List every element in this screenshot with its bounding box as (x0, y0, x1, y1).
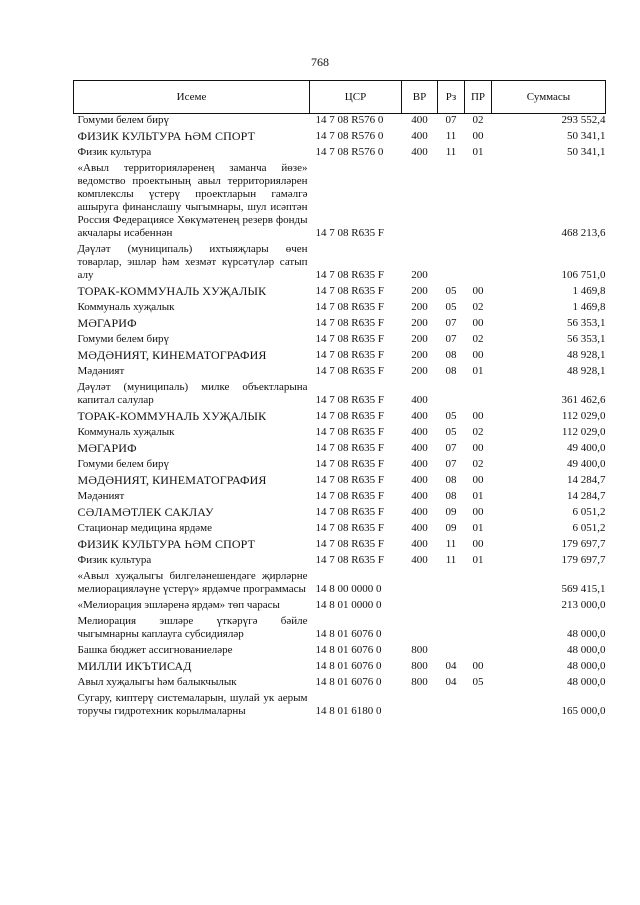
cell-vr: 400 (411, 522, 428, 534)
cell-csr: 14 7 08 R635 F (315, 301, 384, 313)
cell-name: «Мелиорация эшләренә ярдәм» төп чарасы (77, 599, 280, 611)
cell-csr: 14 7 08 R635 F (315, 458, 384, 470)
table-row (74, 441, 606, 457)
cell-sum: 49 400,0 (567, 458, 606, 470)
cell-csr: 14 7 08 R635 F (315, 365, 384, 377)
cell-pr: 00 (472, 506, 484, 518)
cell-vr: 200 (411, 285, 428, 297)
cell-rz (438, 569, 465, 598)
cell-name: Коммуналь хуҗалык (77, 426, 175, 438)
cell-sum: 14 284,7 (567, 490, 606, 502)
table-row (74, 332, 606, 348)
cell-csr: 14 7 08 R635 F (315, 227, 384, 239)
cell-name: Дәүләт (муниципаль) ихтыяҗлары өчен товарлар, эшләр һәм хезмәт күрсәтүләр сатып алу (77, 243, 308, 281)
table-row (74, 114, 606, 130)
table-row (74, 659, 606, 675)
cell-name: МӘГАРИФ (77, 441, 137, 455)
cell-sum: 468 213,6 (561, 227, 606, 239)
cell-rz: 11 (445, 146, 457, 158)
cell-name: Авыл хуҗалыгы һәм балыкчылык (77, 676, 237, 688)
cell-name: ТОРАК-КОММУНАЛЬ ХУҖАЛЫК (77, 409, 267, 423)
cell-pr (465, 643, 492, 659)
cell-sum: 6 051,2 (572, 506, 606, 518)
cell-name: Гомуми белем бирү (77, 333, 169, 345)
cell-csr: 14 7 08 R576 0 (315, 114, 384, 126)
cell-vr: 400 (411, 130, 428, 142)
cell-sum: 48 928,1 (567, 349, 606, 361)
cell-sum: 361 462,6 (561, 394, 606, 406)
cell-pr: 01 (472, 554, 484, 566)
cell-vr: 200 (411, 317, 428, 329)
cell-vr: 200 (411, 269, 428, 281)
cell-rz (438, 380, 465, 409)
table-row (74, 521, 606, 537)
table-row (74, 409, 606, 425)
cell-vr (402, 691, 438, 720)
table-row (74, 489, 606, 505)
cell-name: Дәүләт (муниципаль) милке объектларына капитал салулар (77, 381, 308, 406)
table-row (74, 129, 606, 145)
cell-rz (438, 643, 465, 659)
cell-name: Сугару, киптерү системаларын, шулай ук аерым торучы гидротехник корылмаларны (77, 692, 308, 717)
cell-vr: 400 (411, 506, 428, 518)
cell-rz (438, 598, 465, 614)
header-sum: Суммасы (492, 81, 606, 114)
cell-vr: 400 (411, 426, 428, 438)
cell-rz: 05 (445, 285, 457, 297)
cell-csr: 14 8 01 6076 0 (315, 676, 382, 688)
cell-pr: 00 (472, 442, 484, 454)
cell-pr: 02 (472, 301, 484, 313)
cell-pr (465, 380, 492, 409)
cell-pr: 05 (472, 676, 484, 688)
cell-name: Физик культура (77, 554, 152, 566)
table-row (74, 284, 606, 300)
header-csr: ЦСР (310, 81, 402, 114)
cell-name: МӘГАРИФ (77, 316, 137, 330)
cell-name: Коммуналь хуҗалык (77, 301, 175, 313)
cell-pr: 02 (472, 458, 484, 470)
cell-rz: 09 (445, 522, 457, 534)
cell-rz: 08 (445, 349, 457, 361)
page-number: 768 (311, 55, 329, 69)
cell-pr: 02 (472, 333, 484, 345)
table-row (74, 348, 606, 364)
table-row (74, 457, 606, 473)
cell-sum: 213 000,0 (561, 599, 606, 611)
cell-csr: 14 7 08 R635 F (315, 317, 384, 329)
cell-sum: 14 284,7 (567, 474, 606, 486)
cell-rz: 11 (445, 554, 457, 566)
table-row (74, 643, 606, 659)
cell-vr (402, 569, 438, 598)
cell-csr: 14 7 08 R635 F (315, 522, 384, 534)
header-vr: ВР (402, 81, 438, 114)
cell-csr: 14 7 08 R635 F (315, 490, 384, 502)
cell-name: ТОРАК-КОММУНАЛЬ ХУҖАЛЫК (77, 284, 267, 298)
cell-sum: 293 552,4 (561, 114, 606, 126)
cell-name: Физик культура (77, 146, 152, 158)
table-row (74, 537, 606, 553)
cell-sum: 6 051,2 (572, 522, 606, 534)
cell-sum: 1 469,8 (572, 301, 606, 313)
cell-sum: 50 341,1 (567, 146, 606, 158)
cell-pr: 02 (472, 426, 484, 438)
cell-sum: 48 928,1 (567, 365, 606, 377)
cell-pr (465, 242, 492, 284)
cell-sum: 50 341,1 (567, 130, 606, 142)
cell-vr: 400 (411, 458, 428, 470)
cell-csr: 14 7 08 R576 0 (315, 130, 384, 142)
cell-csr: 14 7 08 R635 F (315, 394, 384, 406)
cell-vr: 400 (411, 114, 428, 126)
cell-name: Гомуми белем бирү (77, 458, 169, 470)
cell-csr: 14 7 08 R635 F (315, 269, 384, 281)
cell-sum: 165 000,0 (561, 705, 606, 717)
cell-name: Мәдәният (77, 490, 125, 502)
cell-pr (465, 598, 492, 614)
cell-name: Мелиорация эшләре үткәрүгә бәйле чыгымнарны каплауга субсидияләр (77, 615, 308, 640)
cell-csr: 14 7 08 R635 F (315, 333, 384, 345)
cell-sum: 48 000,0 (567, 676, 606, 688)
table-row (74, 675, 606, 691)
cell-rz: 08 (445, 490, 457, 502)
cell-csr: 14 7 08 R635 F (315, 349, 384, 361)
cell-name: МӘДӘНИЯТ, КИНЕМАТОГРАФИЯ (77, 348, 267, 362)
cell-rz (438, 691, 465, 720)
cell-sum: 48 000,0 (567, 644, 606, 656)
cell-csr: 14 7 08 R576 0 (315, 146, 384, 158)
cell-pr: 01 (472, 365, 484, 377)
cell-pr: 02 (472, 114, 484, 126)
cell-name: СӘЛАМӘТЛЕК САКЛАУ (77, 505, 214, 519)
cell-pr: 00 (472, 349, 484, 361)
cell-vr: 400 (411, 490, 428, 502)
cell-vr: 800 (411, 676, 428, 688)
cell-csr: 14 7 08 R635 F (315, 410, 384, 422)
table-body (74, 114, 606, 721)
cell-sum: 179 697,7 (561, 538, 606, 550)
table-row (74, 553, 606, 569)
cell-rz (438, 161, 465, 242)
cell-vr: 800 (411, 644, 428, 656)
cell-pr: 00 (472, 410, 484, 422)
table-row (74, 691, 606, 720)
cell-vr: 200 (411, 349, 428, 361)
table-row (74, 473, 606, 489)
cell-vr: 400 (411, 146, 428, 158)
cell-pr: 00 (472, 130, 484, 142)
cell-name: ФИЗИК КУЛЬТУРА ҺӘМ СПОРТ (77, 537, 256, 551)
cell-rz: 07 (445, 442, 457, 454)
table-row (74, 598, 606, 614)
cell-pr: 01 (472, 522, 484, 534)
table-row (74, 161, 606, 242)
cell-sum: 106 751,0 (561, 269, 606, 281)
cell-rz: 11 (445, 130, 457, 142)
header-pr: ПР (465, 81, 492, 114)
cell-vr (402, 161, 438, 242)
table-row (74, 614, 606, 643)
cell-sum: 179 697,7 (561, 554, 606, 566)
cell-rz (438, 242, 465, 284)
cell-csr: 14 7 08 R635 F (315, 426, 384, 438)
header-name: Исеме (74, 81, 310, 114)
cell-rz: 05 (445, 410, 457, 422)
cell-name: ФИЗИК КУЛЬТУРА ҺӘМ СПОРТ (77, 129, 256, 143)
cell-pr (465, 569, 492, 598)
cell-name: МӘДӘНИЯТ, КИНЕМАТОГРАФИЯ (77, 473, 267, 487)
cell-rz: 07 (445, 458, 457, 470)
table-row (74, 364, 606, 380)
cell-csr: 14 8 01 6076 0 (315, 644, 382, 656)
table-row (74, 145, 606, 161)
cell-rz: 04 (445, 676, 457, 688)
cell-vr (402, 598, 438, 614)
cell-sum: 48 000,0 (567, 660, 606, 672)
cell-rz: 08 (445, 365, 457, 377)
cell-name: Стационар медицина ярдәме (77, 522, 213, 534)
cell-vr: 400 (411, 410, 428, 422)
cell-rz: 05 (445, 426, 457, 438)
cell-vr: 800 (411, 660, 428, 672)
cell-sum: 49 400,0 (567, 442, 606, 454)
cell-name: «Авыл территорияләренең заманча йөзе» ведомство проектының авыл территорияләрен комплекслы үстерү проектларын гамәлгә ашыруга финанслашу чыгымнары, шул исәптән Россия Федерациясе Хөкүмәтенең резерв фонды акчалары исәбеннән (77, 162, 308, 239)
cell-vr: 400 (411, 554, 428, 566)
cell-rz: 07 (445, 333, 457, 345)
header-rz: Рз (438, 81, 465, 114)
cell-rz (438, 614, 465, 643)
cell-csr: 14 7 08 R635 F (315, 442, 384, 454)
cell-rz: 07 (445, 317, 457, 329)
cell-csr: 14 8 01 0000 0 (315, 599, 382, 611)
table-row (74, 380, 606, 409)
cell-csr: 14 7 08 R635 F (315, 285, 384, 297)
cell-sum: 48 000,0 (567, 628, 606, 640)
table-header (74, 81, 606, 114)
cell-pr: 00 (472, 660, 484, 672)
table-row (74, 569, 606, 598)
cell-pr (465, 161, 492, 242)
cell-rz: 05 (445, 301, 457, 313)
cell-rz: 08 (445, 474, 457, 486)
cell-pr: 01 (472, 490, 484, 502)
cell-name: Башка бюджет ассигнованиеләре (77, 644, 233, 656)
cell-csr: 14 8 00 0000 0 (315, 583, 382, 595)
cell-pr: 00 (472, 474, 484, 486)
cell-sum: 1 469,8 (572, 285, 606, 297)
table-row (74, 316, 606, 332)
budget-table (73, 80, 606, 720)
cell-csr: 14 7 08 R635 F (315, 538, 384, 550)
cell-name: «Авыл хуҗалыгы билгеләнешендәге җирләрне мелиорацияләүне үстерү» ярдәмче программасы (77, 570, 308, 595)
cell-pr: 00 (472, 538, 484, 550)
cell-vr (402, 614, 438, 643)
cell-pr (465, 614, 492, 643)
cell-pr: 00 (472, 317, 484, 329)
table-row (74, 242, 606, 284)
table-row (74, 300, 606, 316)
cell-name: Мәдәният (77, 365, 125, 377)
cell-pr: 00 (472, 285, 484, 297)
cell-csr: 14 7 08 R635 F (315, 554, 384, 566)
cell-sum: 112 029,0 (561, 410, 606, 422)
cell-vr: 400 (411, 394, 428, 406)
cell-csr: 14 8 01 6076 0 (315, 660, 382, 672)
table-row (74, 425, 606, 441)
cell-pr: 01 (472, 146, 484, 158)
cell-name: Гомуми белем бирү (77, 114, 169, 126)
cell-vr: 400 (411, 442, 428, 454)
cell-vr: 400 (411, 474, 428, 486)
cell-pr (465, 691, 492, 720)
cell-sum: 569 415,1 (561, 583, 606, 595)
cell-csr: 14 7 08 R635 F (315, 506, 384, 518)
cell-vr: 200 (411, 333, 428, 345)
cell-sum: 56 353,1 (567, 333, 606, 345)
cell-rz: 07 (445, 114, 457, 126)
cell-vr: 200 (411, 301, 428, 313)
table-row (74, 505, 606, 521)
cell-sum: 112 029,0 (561, 426, 606, 438)
cell-rz: 11 (445, 538, 457, 550)
cell-csr: 14 8 01 6076 0 (315, 628, 382, 640)
cell-vr: 200 (411, 365, 428, 377)
cell-csr: 14 8 01 6180 0 (315, 705, 382, 717)
cell-vr: 400 (411, 538, 428, 550)
cell-rz: 09 (445, 506, 457, 518)
cell-rz: 04 (445, 660, 457, 672)
cell-csr: 14 7 08 R635 F (315, 474, 384, 486)
cell-sum: 56 353,1 (567, 317, 606, 329)
cell-name: МИЛЛИ ИКЪТИСАД (77, 659, 192, 673)
